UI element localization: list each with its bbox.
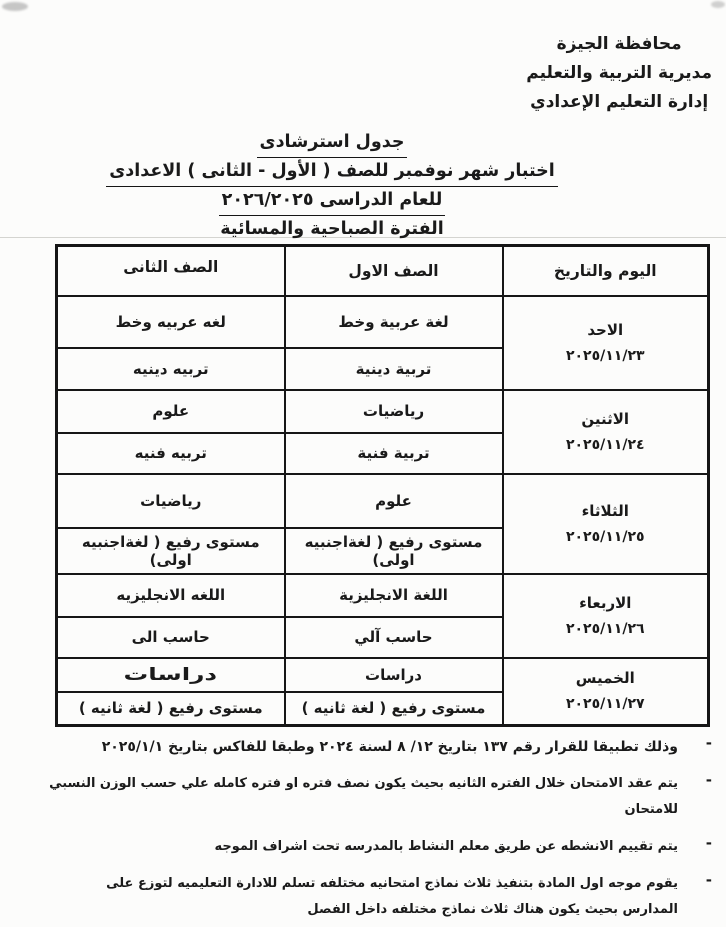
note-item [12,871,712,923]
day-cell-tuesday [503,474,709,574]
dash-bullet: - [705,834,712,852]
day-cell-thursday [503,658,709,726]
title-line-1: جدول استرشادى [4,129,660,158]
footnotes [12,734,712,927]
col-header-grade2: الصف الثانى [57,246,285,296]
scan-smudge [711,1,725,8]
subject-cell: رياضيات [57,474,285,528]
subject-cell: مستوى رفيع ( لغة ثانيه ) [57,692,285,726]
title-line-2: اختبار شهر نوفمبر للصف ( الأول - الثانى ) الاعدادى [4,158,660,187]
day-date: ٢٠٢٥/١١/٢٦ [565,620,645,637]
subject-cell: لغة عربية وخط [285,296,503,348]
subject-cell: تربية فنية [285,433,503,474]
note-text: يقوم موجه اول المادة بتنفيذ ثلاث نماذج امتحانيه مختلفه تسلم للادارة التعليميه لتوزع على المدارس بحيث يكون هناك ثلاث نماذج مختلفه داخل الفصل [106,876,678,917]
day-date: ٢٠٢٥/١١/٢٥ [565,528,645,545]
day-cell-sunday [503,296,709,390]
day-date: ٢٠٢٥/١١/٢٧ [565,696,645,713]
note-text: يتم عقد الامتحان خلال الفتره الثانيه بحيث يكون نصف فتره او فتره كامله علي حسب الوزن النسبي للامتحان [49,776,678,817]
org-line-governorate: محافظة الجيزة [556,34,682,54]
subject-cell: مستوى رفيع ( لغةاجنبيه اولى) [57,528,285,574]
subject-cell: دراسات [285,658,503,692]
org-line-directorate: مديرية التربية والتعليم [526,63,712,83]
subject-cell [57,658,285,692]
subject-cell: تربيه دينيه [57,348,285,390]
subject-cell: مستوى رفيع ( لغةاجنبيه اولى) [285,528,503,574]
title-line-3: للعام الدراسى ٢٠٢٦/٢٠٢٥ [4,187,660,216]
document-title [4,129,660,245]
day-cell-monday [503,390,709,474]
scan-smudge [2,2,28,11]
day-cell-wednesday [503,574,709,658]
day-date: ٢٠٢٥/١١/٢٤ [565,436,645,453]
org-line-administration: إدارة التعليم الإعدادي [530,92,709,112]
subject-cell: مستوى رفيع ( لغة ثانيه ) [285,692,503,726]
note-item [12,834,712,860]
subject-cell: تربية دينية [285,348,503,390]
day-name: الخميس [575,669,635,688]
subject-cell: تربيه فنيه [57,433,285,474]
col-header-day-date: اليوم والتاريخ [503,246,709,296]
dash-bullet: - [705,771,712,789]
day-name: الاثنين [581,409,630,428]
subject-cell: علوم [285,474,503,528]
day-name: الاربعاء [579,593,632,612]
dash-bullet: - [705,734,712,752]
subject-cell: رياضيات [285,390,503,433]
col-header-grade1: الصف الاول [285,246,503,296]
day-date: ٢٠٢٥/١١/٢٣ [565,347,645,364]
day-name: الاحد [587,320,624,339]
subject-cell-stretched: دراسات [123,664,218,685]
note-item [12,771,712,823]
subject-cell: اللغة الانجليزية [285,574,503,617]
organization-header [526,30,712,117]
dash-bullet: - [705,871,712,889]
subject-cell: حاسب آلي [285,617,503,658]
subject-cell: لغه عربيه وخط [57,296,285,348]
subject-cell: علوم [57,390,285,433]
subject-cell: اللغه الانجليزيه [57,574,285,617]
note-item [12,734,712,760]
exam-schedule-table [55,244,710,727]
note-text: وذلك تطبيقا للقرار رقم ١٣٧ بتاريخ ١٢/ ٨ لسنة ٢٠٢٤ وطبقا للفاكس بتاريخ ٢٠٢٥/١/١ [101,739,678,755]
title-line-4: الفترة الصباحية والمسائية [4,216,660,245]
note-text: يتم تقييم الانشطه عن طريق معلم النشاط بالمدرسه تحت اشراف الموجه [214,839,678,854]
subject-cell: حاسب الى [57,617,285,658]
day-name: الثلاثاء [581,501,629,520]
